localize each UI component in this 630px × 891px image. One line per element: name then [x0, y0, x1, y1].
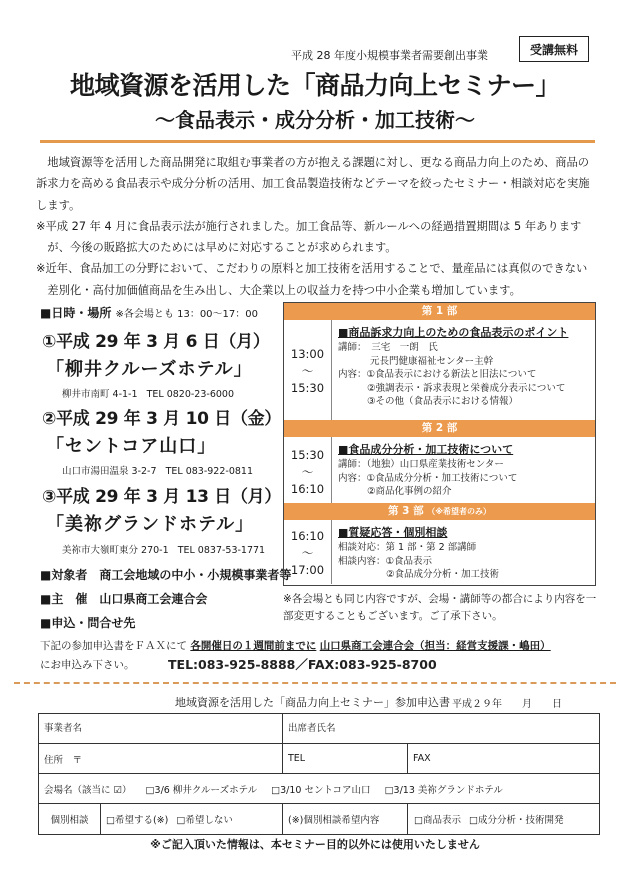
part3-body: [338, 525, 593, 582]
attendee-field[interactable]: 出席者氏名: [288, 723, 336, 734]
part3-line: ②食品成分分析・加工技術: [386, 569, 500, 580]
part1-lecturer: 講師： 三宅 一朗 氏: [338, 342, 438, 353]
consult-label: 個別相談: [39, 804, 101, 834]
apply-instructions: 下記の参加申込書をＦＡＸにて 各開催日の１週間前までに 山口県商工会連合会（担当：経営支援課・嶋田） にお申込み下さい。: [40, 640, 551, 671]
form-date: 平成２９年 月 日: [452, 699, 562, 710]
venue-name: 「セントコア山口」: [46, 436, 217, 457]
program-table: [283, 302, 596, 586]
venue-checkbox-mine[interactable]: □3/13 美祢グランドホテル: [384, 784, 503, 796]
intro-note: ※平成 27 年 4 月に食品表示法が施行されました。加工食品等、新ルールへの経過措置期間は 5 年ありますが、今後の販路拡大のためには早めに対応することが求められます。: [36, 219, 582, 255]
part3-time: 16:10 ～ 17:00: [284, 520, 332, 584]
schedule-heading: [40, 304, 258, 321]
venue-address: 柳井市南町 4-1-1 TEL 0820-23-6000: [62, 389, 234, 400]
business-name-field[interactable]: 事業者名: [39, 714, 283, 743]
part2-body: [338, 442, 593, 499]
part2-header: 第 2 部: [284, 420, 595, 437]
intro-note: ※近年、食品加工の分野において、こだわりの原料と加工技術を活用することで、量産品には真似のできない差別化・高付加価値商品を生み出し、大企業以上の収益力を持つ中小企業も増加しています。: [36, 262, 588, 297]
schedule-heading-note: ※各会場とも 13：00～17：00: [115, 309, 258, 320]
venue-address: 美祢市大嶺町東分 270-1 TEL 0837-53-1771: [62, 545, 266, 556]
consult-content-options: [408, 804, 599, 834]
part3-header: 第 3 部 （※希望者のみ）: [284, 503, 595, 520]
venue-checkbox-yamaguchi[interactable]: □3/10 セントコア山口: [271, 784, 371, 796]
contact-heading: ■申込・問合せ先: [40, 616, 136, 630]
orange-divider: [40, 140, 595, 143]
target-audience: ■対象者 商工会地域の中小・小規模事業者等: [40, 568, 292, 582]
cut-line: [14, 682, 616, 684]
form-row: [39, 714, 599, 744]
intro-text: [36, 152, 596, 301]
part3-title: ■質疑応答・個別相談: [338, 526, 448, 539]
venue-label: 会場名（該当に ☑）: [44, 784, 132, 796]
venue-address: 山口市湯田温泉 3-2-7 TEL 083-922-0811: [62, 466, 253, 477]
consult-yes-checkbox[interactable]: □希望する(※): [106, 815, 169, 826]
form-row: [39, 774, 599, 804]
privacy-note: ※ご記入頂いた情報は、本セミナー目的以外には使用いたしません: [150, 838, 480, 851]
venue-date: ③平成 29 年 3 月 13 日（月）: [42, 487, 282, 507]
intro-paragraph: 地域資源等を活用した商品開発に取組む事業者の方が抱える課題に対し、更なる商品力向上のため、商品の訴求力を高める食品表示や成分分析の活用、加工食品製造技術などテーマを絞ったセミナー・相談対応を実施します。: [36, 156, 590, 212]
form-row: [39, 804, 599, 834]
part2-title: ■食品成分分析・加工技術について: [338, 443, 514, 456]
part1-title: ■商品訴求力向上のための食品表示のポイント: [338, 326, 569, 339]
part2-content: 内容：①食品成分分析・加工技術について: [338, 472, 518, 484]
free-badge: 受講無料: [519, 36, 589, 62]
venue-name: 「柳井クルーズホテル」: [46, 359, 253, 380]
tel-fax: TEL:083-925-8888／FAX:083-925-8700: [168, 657, 437, 672]
label-checkbox[interactable]: □商品表示: [414, 815, 461, 826]
schedule-heading-label: ■日時・場所: [40, 306, 112, 320]
form-title: 地域資源を活用した「商品力向上セミナー」参加申込書: [175, 696, 450, 709]
part1-body: [338, 325, 593, 409]
address-field[interactable]: 住所 〒: [39, 744, 283, 773]
consult-no-checkbox[interactable]: □希望しない: [176, 815, 233, 826]
application-form: [38, 713, 600, 835]
venue-date: ②平成 29 年 3 月 10 日（金）: [42, 409, 282, 429]
part3-line: 相談対応：第 1 部・第 2 部講師: [338, 542, 477, 553]
form-row: [39, 744, 599, 774]
venue-date: ①平成 29 年 3 月 6 日（月）: [42, 332, 270, 352]
apply-deadline: 各開催日の１週間前までに: [190, 640, 317, 652]
consult-content-label: (※)個別相談希望内容: [283, 804, 408, 834]
part1-time: 13:00 ～ 15:30: [284, 320, 332, 420]
project-name: 平成 28 年度小規模事業者需要創出事業: [291, 49, 488, 62]
organizer: ■主 催 山口県商工会連合会: [40, 592, 208, 606]
change-notice: ※各会場とも同じ内容ですが、会場・講師等の都合により内容を一部変更することもございます。ご了承下さい。: [283, 593, 597, 622]
part1-content: 内容：①食品表示における新法と旧法について: [338, 369, 537, 380]
fax-field[interactable]: FAX: [413, 753, 431, 764]
tel-field[interactable]: TEL: [283, 744, 408, 773]
page-title: 地域資源を活用した「商品力向上セミナー」: [69, 71, 560, 100]
part1-content: ②強調表示・訴求表現と栄養成分表示について: [367, 382, 566, 394]
part2-content: ②商品化事例の紹介: [367, 486, 452, 497]
analysis-checkbox[interactable]: □成分分析・技術開発: [468, 815, 564, 826]
venue-select-row: [39, 774, 599, 803]
apply-org: 山口県商工会連合会（担当：経営支援課・嶋田）: [319, 640, 551, 652]
part1-content: ③その他（食品表示における情報）: [367, 396, 519, 407]
consult-options: [101, 804, 283, 834]
part3-line: 相談内容：①食品表示: [338, 555, 433, 567]
venue-checkbox-yanai[interactable]: □3/6 柳井クルーズホテル: [145, 784, 258, 796]
part2-time: 15:30 ～ 16:10: [284, 437, 332, 503]
venue-name: 「美祢グランドホテル」: [46, 514, 255, 535]
part1-affiliation: 元長門健康福祉センター主幹: [370, 355, 494, 367]
part1-header: 第 1 部: [284, 303, 595, 320]
page-subtitle: ～食品表示・成分分析・加工技術～: [155, 108, 475, 132]
part2-lecturer: 講師：（地独）山口県産業技術センター: [338, 459, 504, 470]
